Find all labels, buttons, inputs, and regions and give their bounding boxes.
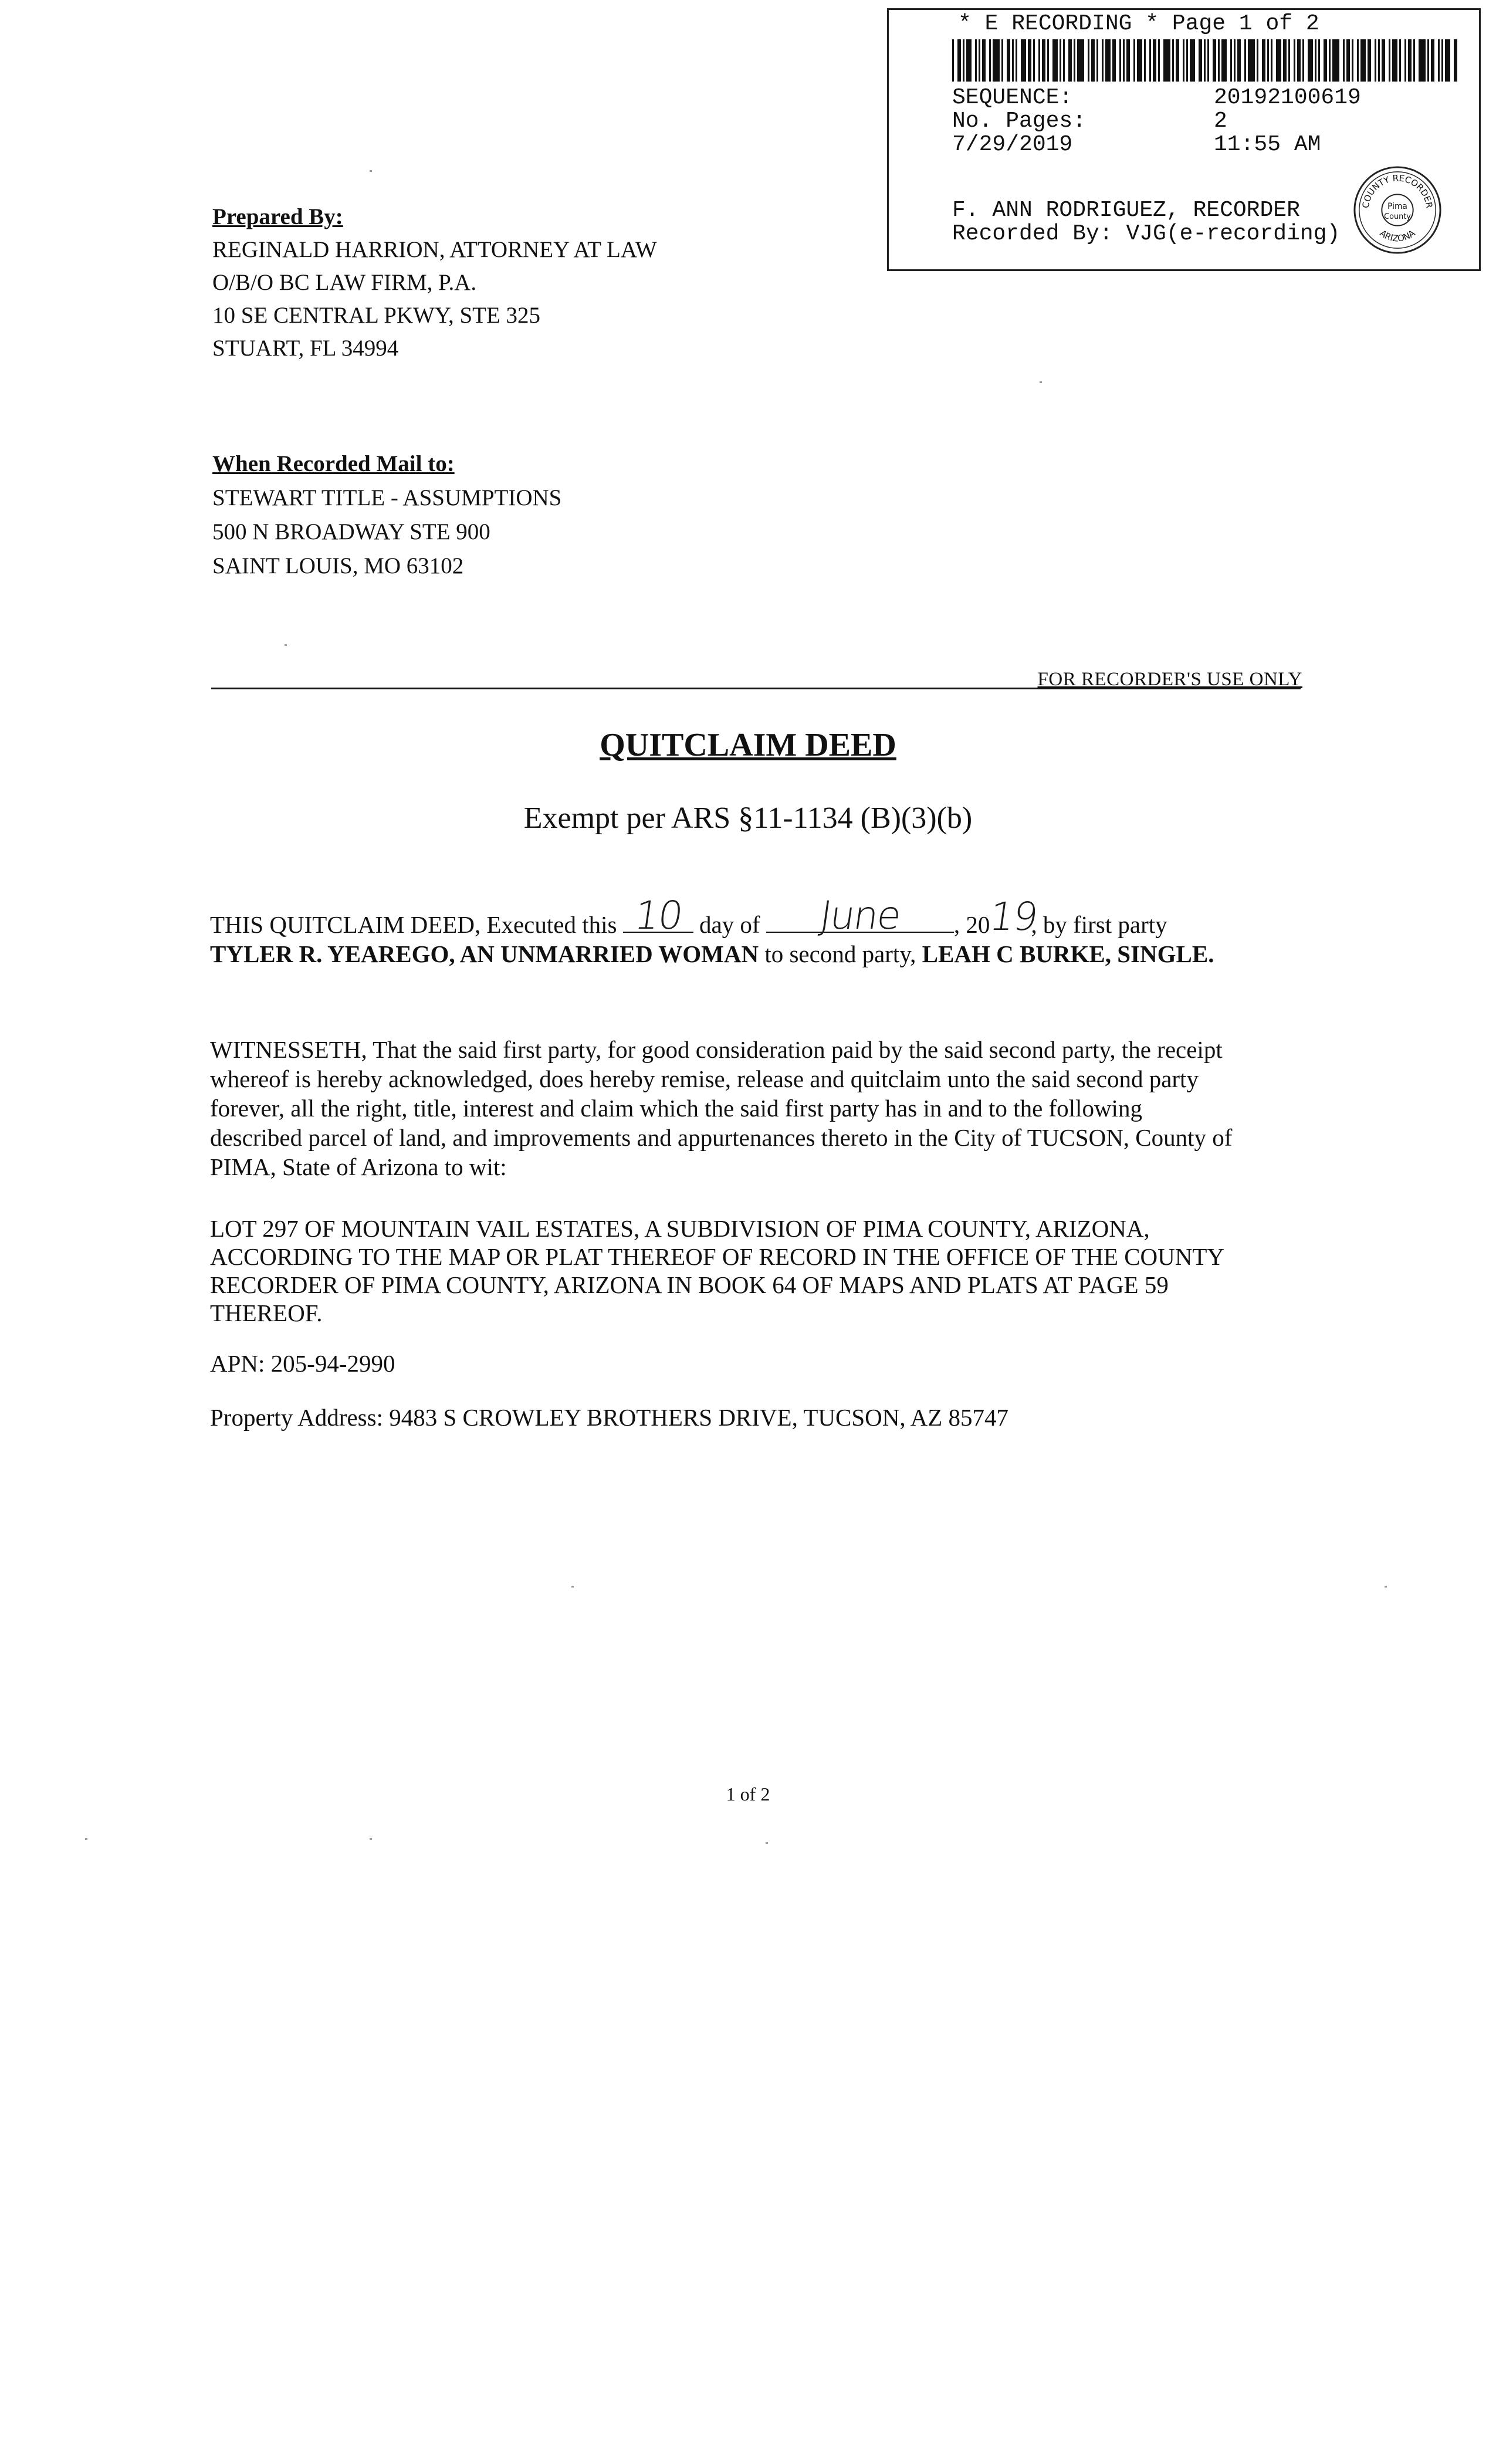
barcode-bar	[1431, 39, 1434, 82]
barcode-bar	[1315, 39, 1316, 82]
scan-speck	[766, 1842, 768, 1844]
recording-barcode	[952, 39, 1460, 82]
recorder-use-label: FOR RECORDER'S USE ONLY	[1037, 669, 1302, 690]
barcode-bar	[1074, 39, 1075, 82]
legal-line: LOT 297 OF MOUNTAIN VAIL ESTATES, A SUBDIVISION OF PIMA COUNTY, ARIZONA,	[210, 1215, 1150, 1242]
legal-line: RECORDER OF PIMA COUNTY, ARIZONA IN BOOK 64 OF MAPS AND PLATS AT PAGE 59	[210, 1271, 1169, 1298]
barcode-bar	[1237, 39, 1241, 82]
seal-center-line-2: County	[1384, 212, 1411, 221]
scan-speck	[370, 170, 372, 172]
prepared-by-line: O/B/O BC LAW FIRM, P.A.	[212, 270, 477, 295]
barcode-bar	[1257, 39, 1258, 82]
apn-line: APN: 205-94-2990	[210, 1350, 395, 1377]
barcode-bar	[1183, 39, 1184, 82]
barcode-bar	[1068, 39, 1072, 82]
barcode-bar	[1033, 39, 1035, 82]
barcode-bar	[1172, 39, 1174, 82]
barcode-bar	[1001, 39, 1003, 82]
barcode-bar	[1408, 39, 1412, 82]
barcode-bar	[1262, 39, 1265, 82]
execution-line-2: TYLER R. YEAREGO, AN UNMARRIED WOMAN to second party, LEAH C BURKE, SINGLE.	[210, 940, 1214, 967]
barcode-bar	[1047, 39, 1049, 82]
legal-line: THEREOF.	[210, 1299, 323, 1326]
recording-time: 11:55 AM	[1214, 132, 1321, 157]
barcode-bar	[966, 39, 972, 82]
barcode-bar	[1318, 39, 1320, 82]
recorded-by: Recorded By: VJG(e-recording)	[952, 221, 1341, 246]
barcode-bar	[1163, 39, 1170, 82]
barcode-bar	[1077, 39, 1084, 82]
barcode-bar	[1375, 39, 1376, 82]
mail-to-line: SAINT LOUIS, MO 63102	[212, 553, 464, 578]
year-blank	[986, 894, 1040, 939]
barcode-bar	[1091, 39, 1095, 82]
barcode-bar	[993, 39, 1000, 82]
barcode-bar	[1149, 39, 1151, 82]
barcode-bar	[1105, 39, 1111, 82]
mail-to-block	[212, 447, 561, 583]
barcode-bar	[1308, 39, 1313, 82]
barcode-bar	[1389, 39, 1390, 82]
barcode-bar	[1028, 39, 1031, 82]
barcode-bar	[1382, 39, 1385, 82]
barcode-bar	[963, 39, 964, 82]
barcode-bar	[1153, 39, 1156, 82]
handwritten-year: 19	[986, 894, 1040, 939]
barcode-bar	[1276, 39, 1281, 82]
barcode-bar	[1102, 39, 1104, 82]
barcode-bar	[1204, 39, 1206, 82]
barcode-bar	[1190, 39, 1195, 82]
pages-label: No. Pages:	[952, 109, 1087, 134]
barcode-bar	[1123, 39, 1125, 82]
prepared-by-line: STUART, FL 34994	[212, 336, 399, 361]
barcode-bar	[1021, 39, 1026, 82]
barcode-bar	[1218, 39, 1220, 82]
recording-date: 7/29/2019	[952, 132, 1073, 157]
barcode-bar	[1445, 39, 1450, 82]
witnesseth-line: described parcel of land, and improvements and appurtenances thereto in the City of TUCSON, County of	[210, 1124, 1233, 1151]
scan-speck	[1385, 1586, 1387, 1588]
barcode-bar	[957, 39, 961, 82]
mail-to-line: 500 N BROADWAY STE 900	[212, 519, 490, 544]
barcode-bar	[1378, 39, 1380, 82]
document-title: QUITCLAIM DEED	[600, 727, 896, 763]
county-recorder-seal	[1351, 164, 1444, 256]
barcode-bar	[1368, 39, 1371, 82]
handwritten-month: June	[817, 893, 903, 938]
barcode-bar	[1360, 39, 1366, 82]
barcode-bar	[979, 39, 980, 82]
recording-header: * E RECORDING * Page 1 of 2	[958, 11, 1319, 36]
sequence-value: 20192100619	[1214, 85, 1361, 110]
barcode-bar	[1248, 39, 1255, 82]
legal-line: ACCORDING TO THE MAP OR PLAT THEREOF OF RECORD IN THE OFFICE OF THE COUNTY	[210, 1243, 1225, 1270]
barcode-bar	[1016, 39, 1017, 82]
barcode-bar	[1207, 39, 1209, 82]
barcode-bar	[1267, 39, 1269, 82]
barcode-bar	[1119, 39, 1121, 82]
barcode-bar	[1221, 39, 1227, 82]
barcode-bar	[1399, 39, 1401, 82]
barcode-bar	[1438, 39, 1440, 82]
witnesseth-line: forever, all the right, title, interest and claim which the said first party has in and to the following	[210, 1095, 1142, 1122]
execution-line-1: THIS QUITCLAIM DEED, Executed this 10 day of June , 20 19 , by first party	[210, 893, 1167, 939]
prepared-by-line: REGINALD HARRION, ATTORNEY AT LAW	[212, 237, 657, 262]
barcode-bar	[1199, 39, 1202, 82]
barcode-bar	[1144, 39, 1146, 82]
barcode-bar	[1413, 39, 1415, 82]
barcode-bar	[1088, 39, 1089, 82]
barcode-bar	[1454, 39, 1457, 82]
day-blank	[623, 893, 693, 938]
prepared-by-line: 10 SE CENTRAL PKWY, STE 325	[212, 303, 541, 328]
barcode-bar	[1052, 39, 1058, 82]
witnesseth-line: WITNESSETH, That the said first party, for good consideration paid by the said second party, the receipt	[210, 1036, 1223, 1063]
handwritten-day: 10	[631, 893, 685, 938]
first-party: TYLER R. YEAREGO, AN UNMARRIED WOMAN	[210, 940, 759, 967]
barcode-bar	[1012, 39, 1014, 82]
barcode-bar	[1441, 39, 1443, 82]
barcode-bar	[1271, 39, 1272, 82]
barcode-bar	[1096, 39, 1098, 82]
barcode-bar	[1294, 39, 1295, 82]
barcode-bar	[1283, 39, 1287, 82]
seal-top-text: COUNTY RECORDER	[1360, 173, 1434, 209]
barcode-bar	[1158, 39, 1160, 82]
barcode-bar	[1419, 39, 1426, 82]
execution-paragraph	[210, 893, 1325, 969]
second-party: LEAH C BURKE, SINGLE.	[922, 940, 1214, 967]
barcode-bar	[1404, 39, 1406, 82]
barcode-bar	[1213, 39, 1216, 82]
barcode-bar	[1332, 39, 1339, 82]
barcode-bar	[1186, 39, 1188, 82]
legal-description	[210, 1214, 1325, 1327]
scan-speck	[1040, 381, 1042, 383]
barcode-bar	[1324, 39, 1327, 82]
barcode-bar	[1133, 39, 1135, 82]
barcode-bar	[1234, 39, 1236, 82]
witnesseth-line: PIMA, State of Arizona to wit:	[210, 1153, 507, 1180]
mail-to-line: STEWART TITLE - ASSUMPTIONS	[212, 485, 562, 510]
barcode-bar	[1112, 39, 1116, 82]
exemption-subtitle: Exempt per ARS §11-1134 (B)(3)(b)	[523, 801, 973, 835]
barcode-bar	[1288, 39, 1290, 82]
barcode-bar	[1042, 39, 1045, 82]
scan-speck	[370, 1838, 372, 1840]
recorder-name: F. ANN RODRIGUEZ, RECORDER	[952, 198, 1300, 223]
barcode-bar	[975, 39, 977, 82]
barcode-bar	[1060, 39, 1061, 82]
barcode-bar	[952, 39, 954, 82]
barcode-bar	[1126, 39, 1130, 82]
seal-bottom-text: ARIZONA	[1377, 228, 1417, 244]
barcode-bar	[1302, 39, 1304, 82]
mail-to-heading: When Recorded Mail to:	[212, 451, 455, 476]
barcode-bar	[1392, 39, 1397, 82]
barcode-bar	[1063, 39, 1065, 82]
witnesseth-line: whereof is hereby acknowledged, does hereby remise, release and quitclaim unto the said second party	[210, 1065, 1199, 1092]
sequence-label: SEQUENCE:	[952, 85, 1073, 110]
recording-stamp	[887, 8, 1481, 271]
barcode-bar	[1297, 39, 1301, 82]
barcode-bar	[1346, 39, 1350, 82]
prepared-by-heading: Prepared By:	[212, 204, 343, 229]
barcode-bar	[1244, 39, 1246, 82]
barcode-bar	[1343, 39, 1345, 82]
barcode-bar	[1007, 39, 1010, 82]
witnesseth-paragraph	[210, 1035, 1325, 1182]
barcode-bar	[1357, 39, 1359, 82]
barcode-bar	[1329, 39, 1331, 82]
seal-center-line-1: Pima	[1387, 202, 1407, 212]
scan-speck	[571, 1586, 574, 1588]
barcode-bar	[1427, 39, 1429, 82]
barcode-bar	[1230, 39, 1232, 82]
scan-speck	[285, 644, 287, 646]
scan-speck	[85, 1838, 87, 1840]
property-address-line: Property Address: 9483 S CROWLEY BROTHERS DRIVE, TUCSON, AZ 85747	[210, 1404, 1009, 1431]
prepared-by-block	[212, 201, 657, 365]
page-number: 1 of 2	[726, 1783, 770, 1805]
barcode-bar	[1038, 39, 1040, 82]
barcode-bar	[989, 39, 991, 82]
barcode-bar	[1352, 39, 1353, 82]
month-blank	[766, 893, 954, 938]
barcode-bar	[982, 39, 986, 82]
barcode-bar	[1176, 39, 1179, 82]
barcode-bar	[1137, 39, 1142, 82]
pages-value: 2	[1214, 109, 1227, 134]
